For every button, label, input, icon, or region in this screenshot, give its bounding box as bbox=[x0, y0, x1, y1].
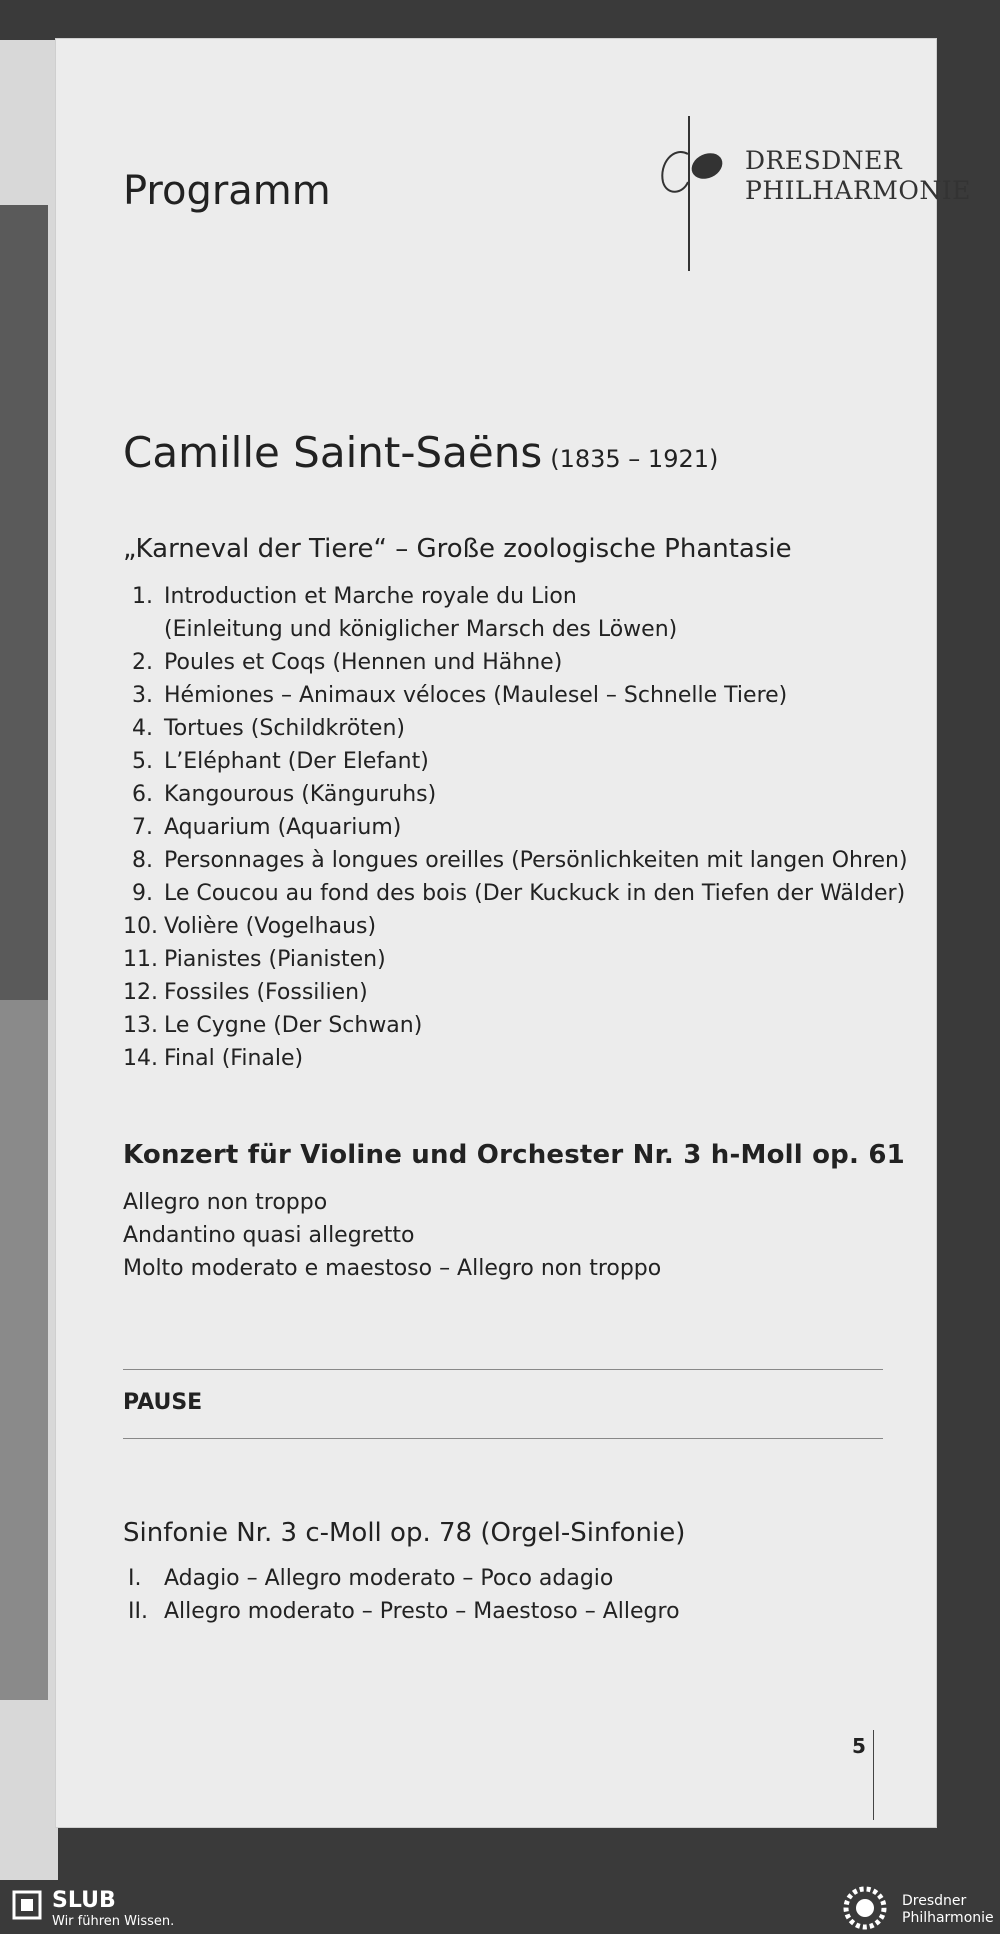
list-item: 4. Tortues (Schildkröten) bbox=[132, 716, 405, 741]
partner-name bbox=[902, 1893, 994, 1927]
violin-concerto-movement-list bbox=[123, 1186, 661, 1285]
dresdner-philharmonie-logo bbox=[655, 116, 971, 276]
list-item: 1. Introduction et Marche royale du Lion bbox=[132, 584, 577, 609]
list-item: 13. Le Cygne (Der Schwan) bbox=[123, 1013, 423, 1038]
list-item: 14. Final (Finale) bbox=[123, 1046, 304, 1071]
symphony-movement-list bbox=[0, 1562, 680, 1628]
composer-dates: (1835 – 1921) bbox=[550, 445, 719, 473]
library-tagline: Wir führen Wissen. bbox=[52, 1914, 175, 1929]
program-page bbox=[55, 38, 971, 1828]
list-item: Andantino quasi allegretto bbox=[123, 1223, 415, 1248]
pause-divider-top bbox=[123, 1369, 883, 1370]
list-item: II. Allegro moderato – Presto – Maestoso – Allegro bbox=[128, 1599, 680, 1624]
philharmonie-emblem-icon bbox=[843, 1886, 887, 1930]
list-item: 9. Le Coucou au fond des bois (Der Kuckuck in den Tiefen der Wälder) bbox=[132, 881, 906, 906]
list-item: I. Adagio – Allegro moderato – Poco adagio bbox=[128, 1566, 614, 1591]
list-item: 3. Hémiones – Animaux véloces (Maulesel – Schnelle Tiere) bbox=[132, 683, 788, 708]
partner-name-line-2: Philharmonie bbox=[902, 1910, 994, 1926]
list-item: 11. Pianistes (Pianisten) bbox=[123, 947, 386, 972]
library-name: SLUB bbox=[52, 1888, 116, 1913]
logo-mark-icon bbox=[655, 116, 735, 276]
list-item: 12. Fossiles (Fossilien) bbox=[123, 980, 368, 1005]
work-title-violin-concerto: Konzert für Violine und Orchester Nr. 3 h-Moll op. 61 bbox=[123, 1140, 905, 1170]
logo-text-line-2: PHILHARMONIE bbox=[745, 176, 971, 205]
list-item: 10. Volière (Vogelhaus) bbox=[123, 914, 377, 939]
pause-label: PAUSE bbox=[123, 1390, 203, 1415]
karneval-movement-list bbox=[0, 580, 908, 1075]
list-item: 2. Poules et Coqs (Hennen und Hähne) bbox=[132, 650, 563, 675]
list-item: 7. Aquarium (Aquarium) bbox=[132, 815, 402, 840]
list-item: 6. Kangourous (Känguruhs) bbox=[132, 782, 437, 807]
list-item: Molto moderato e maestoso – Allegro non troppo bbox=[123, 1256, 662, 1281]
logo-text-line-1: DRESDNER bbox=[745, 146, 903, 175]
page-number-rule bbox=[873, 1730, 874, 1820]
list-item: (Einleitung und königlicher Marsch des Löwen) bbox=[164, 617, 678, 642]
composer-name bbox=[123, 428, 718, 477]
page-heading: Programm bbox=[123, 168, 331, 214]
page-number: 5 bbox=[852, 1734, 866, 1758]
partner-name-line-1: Dresdner bbox=[902, 1893, 967, 1909]
slub-logo-icon bbox=[12, 1890, 42, 1920]
work-title-symphony: Sinfonie Nr. 3 c-Moll op. 78 (Orgel-Sinfonie) bbox=[123, 1518, 686, 1548]
work-title-karneval: „Karneval der Tiere“ – Große zoologische Phantasie bbox=[123, 534, 792, 564]
composer-name-text: Camille Saint-Saëns bbox=[123, 428, 543, 477]
pause-divider-bottom bbox=[123, 1438, 883, 1439]
list-item: 5. L’Eléphant (Der Elefant) bbox=[132, 749, 429, 774]
list-item: 8. Personnages à longues oreilles (Persönlichkeiten mit langen Ohren) bbox=[132, 848, 908, 873]
list-item: Allegro non troppo bbox=[123, 1190, 328, 1215]
digitization-footer bbox=[0, 1884, 1000, 1934]
